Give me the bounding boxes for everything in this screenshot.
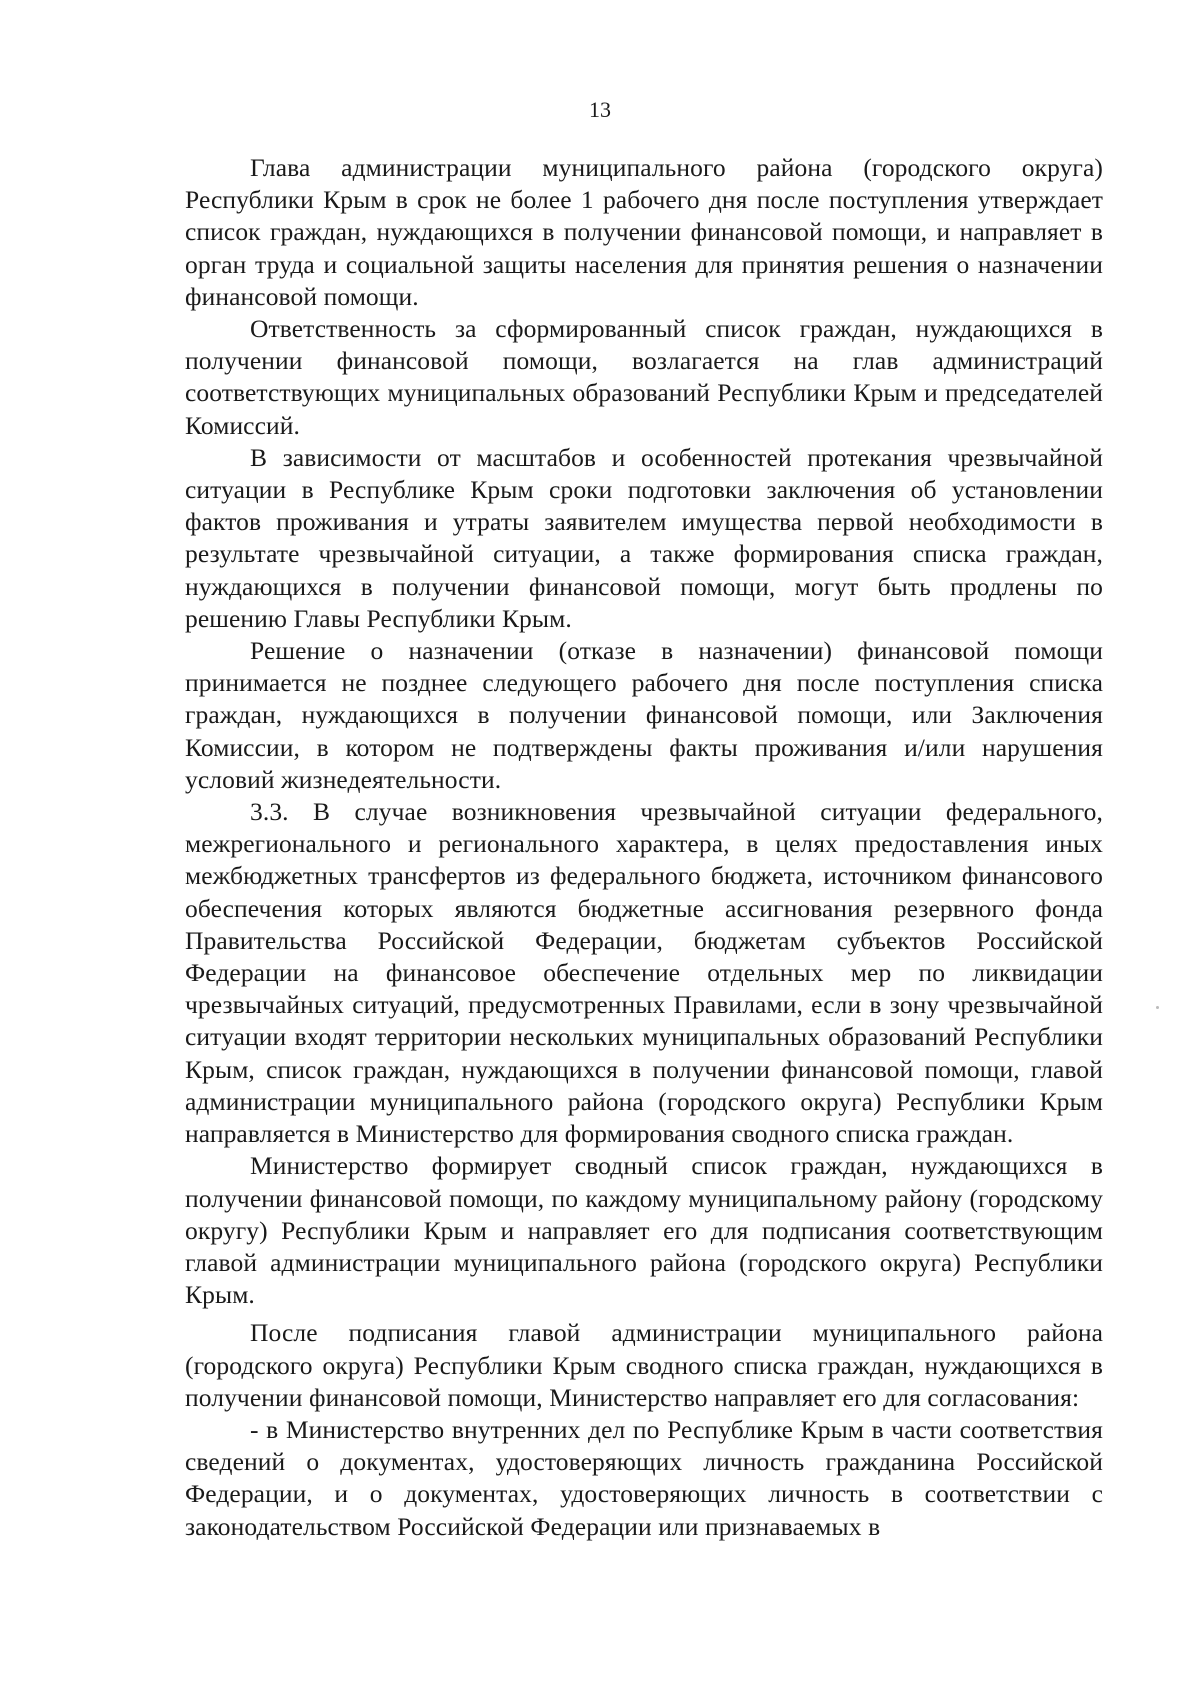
paragraph-mvd-approval: - в Министерство внутренних дел по Республике Крым в части соответствия сведений о документах, удостоверяющих личность гражданина Российской Федерации, и о документах, удостоверяющих личность в соответствии с законодательством Российской Федерации или признаваемых в <box>185 1414 1103 1541</box>
paragraph-section-3-3: 3.3. В случае возникновения чрезвычайной ситуации федерального, межрегионального и регионального характера, в целях предоставления иных межбюджетных трансфертов из федерального бюджета, источником финансового обеспечения которых являются бюджетные ассигнования резервного фонда Правительства Российской Федерации, бюджетам субъектов Российской Федерации на финансовое обеспечение отдельных мер по ликвидации чрезвычайных ситуаций, предусмотренных Правилами, если в зону чрезвычайной ситуации входят территории нескольких муниципальных образований Республики Крым, список граждан, нуждающихся в получении финансовой помощи, главой администрации муниципального района (городского округа) Республики Крым направляется в Министерство для формирования сводного списка граждан. <box>185 797 1103 1149</box>
paragraph-approval-list: Глава администрации муниципального района (городского округа) Республики Крым в срок не более 1 рабочего дня после поступления утверждает список граждан, нуждающихся в получении финансовой помощи, и направляет в орган труда и социальной защиты населения для принятия решения о назначении финансовой помощи. <box>185 153 1103 311</box>
paragraph-after-signing: После подписания главой администрации муниципального района (городского округа) Республики Крым сводного списка граждан, нуждающихся в получении финансовой помощи, Министерство направляет его для согласования: <box>185 1318 1103 1412</box>
paragraph-ministry-summary-list: Министерство формирует сводный список граждан, нуждающихся в получении финансовой помощи, по каждому муниципальному району (городскому округу) Республики Крым и направляет его для подписания соответствующим главой администрации муниципального района (городского округа) Республики Крым. <box>185 1151 1103 1310</box>
paragraph-deadline-extension: В зависимости от масштабов и особенностей протекания чрезвычайной ситуации в Республике Крым сроки подготовки заключения об установлении фактов проживания и утраты заявителем имущества первой необходимости в результате чрезвычайной ситуации, а также формирования списка граждан, нуждающихся в получении финансовой помощи, могут быть продлены по решению Главы Республики Крым. <box>185 442 1103 633</box>
paragraph-responsibility: Ответственность за сформированный список граждан, нуждающихся в получении финансовой помощи, возлагается на глав администраций соответствующих муниципальных образований Республики Крым и председателей Комиссий. <box>185 314 1103 440</box>
paragraph-decision: Решение о назначении (отказе в назначении) финансовой помощи принимается не позднее следующего рабочего дня после поступления списка граждан, нуждающихся в получении финансовой помощи, или Заключения Комиссии, в котором не подтверждены факты проживания и/или нарушения условий жизнедеятельности. <box>185 636 1103 794</box>
scan-speck <box>1156 1006 1159 1009</box>
page-number: 13 <box>589 97 611 122</box>
document-body <box>185 152 1103 1543</box>
